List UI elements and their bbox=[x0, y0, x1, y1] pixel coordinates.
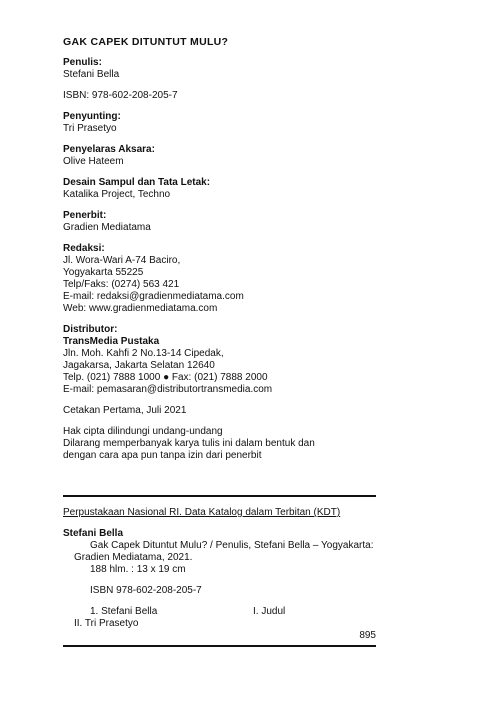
distributor-city: Jagakarsa, Jakarta Selatan 12640 bbox=[63, 360, 215, 371]
penyunting-label: Penyunting: bbox=[63, 111, 121, 122]
distributor-email: E-mail: pemasaran@distributortransmedia.com bbox=[63, 384, 273, 395]
hak-cipta-block bbox=[63, 426, 376, 462]
redaksi-address: Jl. Wora-Wari A-74 Baciro, bbox=[63, 255, 181, 266]
penulis-block bbox=[63, 57, 376, 81]
kdt-index-row-2 bbox=[63, 618, 376, 630]
desain-value: Katalika Project, Techno bbox=[63, 189, 171, 200]
kdt-entry-line-3: 188 hlm. : 13 x 19 cm bbox=[90, 564, 186, 575]
redaksi-block bbox=[63, 243, 376, 315]
isbn-line: ISBN: 978-602-208-205-7 bbox=[63, 90, 178, 101]
kdt-classification-code: 895 bbox=[359, 630, 376, 641]
penyunting-value: Tri Prasetyo bbox=[63, 123, 117, 134]
kdt-section bbox=[63, 495, 376, 642]
penerbit-block bbox=[63, 210, 376, 234]
distributor-label: Distributor: bbox=[63, 324, 118, 335]
imprint-section bbox=[63, 36, 376, 471]
redaksi-city: Yogyakarta 55225 bbox=[63, 267, 144, 278]
distributor-name: TransMedia Pustaka bbox=[63, 336, 160, 347]
desain-label: Desain Sampul dan Tata Letak: bbox=[63, 177, 211, 188]
kdt-heading: Perpustakaan Nasional RI. Data Katalog dalam Terbitan (KDT) bbox=[63, 507, 341, 518]
redaksi-email: E-mail: redaksi@gradienmediatama.com bbox=[63, 291, 244, 302]
kdt-isbn: ISBN 978-602-208-205-7 bbox=[90, 585, 202, 596]
kdt-entry-line-2: Gradien Mediatama, 2021. bbox=[74, 552, 193, 563]
distributor-phone: Telp. (021) 7888 1000 ● Fax: (021) 7888 2000 bbox=[63, 372, 268, 383]
kdt-author: Stefani Bella bbox=[63, 528, 124, 539]
penulis-value: Stefani Bella bbox=[63, 69, 120, 80]
distributor-block bbox=[63, 324, 376, 396]
hak-cipta-line-3: dengan cara apa pun tanpa izin dari penerbit bbox=[63, 450, 262, 461]
penyelaras-value: Olive Hateem bbox=[63, 156, 124, 167]
penyunting-block bbox=[63, 111, 376, 135]
kdt-code-row bbox=[63, 630, 376, 642]
hak-cipta-line-1: Hak cipta dilindungi undang-undang bbox=[63, 426, 223, 437]
distributor-address: Jln. Moh. Kahfi 2 No.13-14 Cipedak, bbox=[63, 348, 224, 359]
kdt-index-row bbox=[63, 606, 376, 618]
penyelaras-block bbox=[63, 144, 376, 168]
kdt-top-rule bbox=[63, 495, 376, 497]
kdt-index-1: 1. Stefani Bella bbox=[90, 606, 158, 617]
kdt-entry-line-1: Gak Capek Dituntut Mulu? / Penulis, Stefani Bella – Yogyakarta: bbox=[90, 540, 374, 551]
kdt-index-3: II. Tri Prasetyo bbox=[74, 618, 139, 629]
book-title: GAK CAPEK DITUNTUT MULU? bbox=[63, 36, 229, 48]
kdt-bottom-rule bbox=[63, 645, 376, 647]
redaksi-label: Redaksi: bbox=[63, 243, 105, 254]
cetakan-line: Cetakan Pertama, Juli 2021 bbox=[63, 405, 187, 416]
redaksi-web: Web: www.gradienmediatama.com bbox=[63, 303, 218, 314]
desain-block bbox=[63, 177, 376, 201]
penerbit-label: Penerbit: bbox=[63, 210, 107, 221]
penerbit-value: Gradien Mediatama bbox=[63, 222, 151, 233]
kdt-index-2: I. Judul bbox=[253, 606, 286, 617]
penulis-label: Penulis: bbox=[63, 57, 102, 68]
penyelaras-label: Penyelaras Aksara: bbox=[63, 144, 155, 155]
hak-cipta-line-2: Dilarang memperbanyak karya tulis ini dalam bentuk dan bbox=[63, 438, 315, 449]
redaksi-phone: Telp/Faks: (0274) 563 421 bbox=[63, 279, 180, 290]
